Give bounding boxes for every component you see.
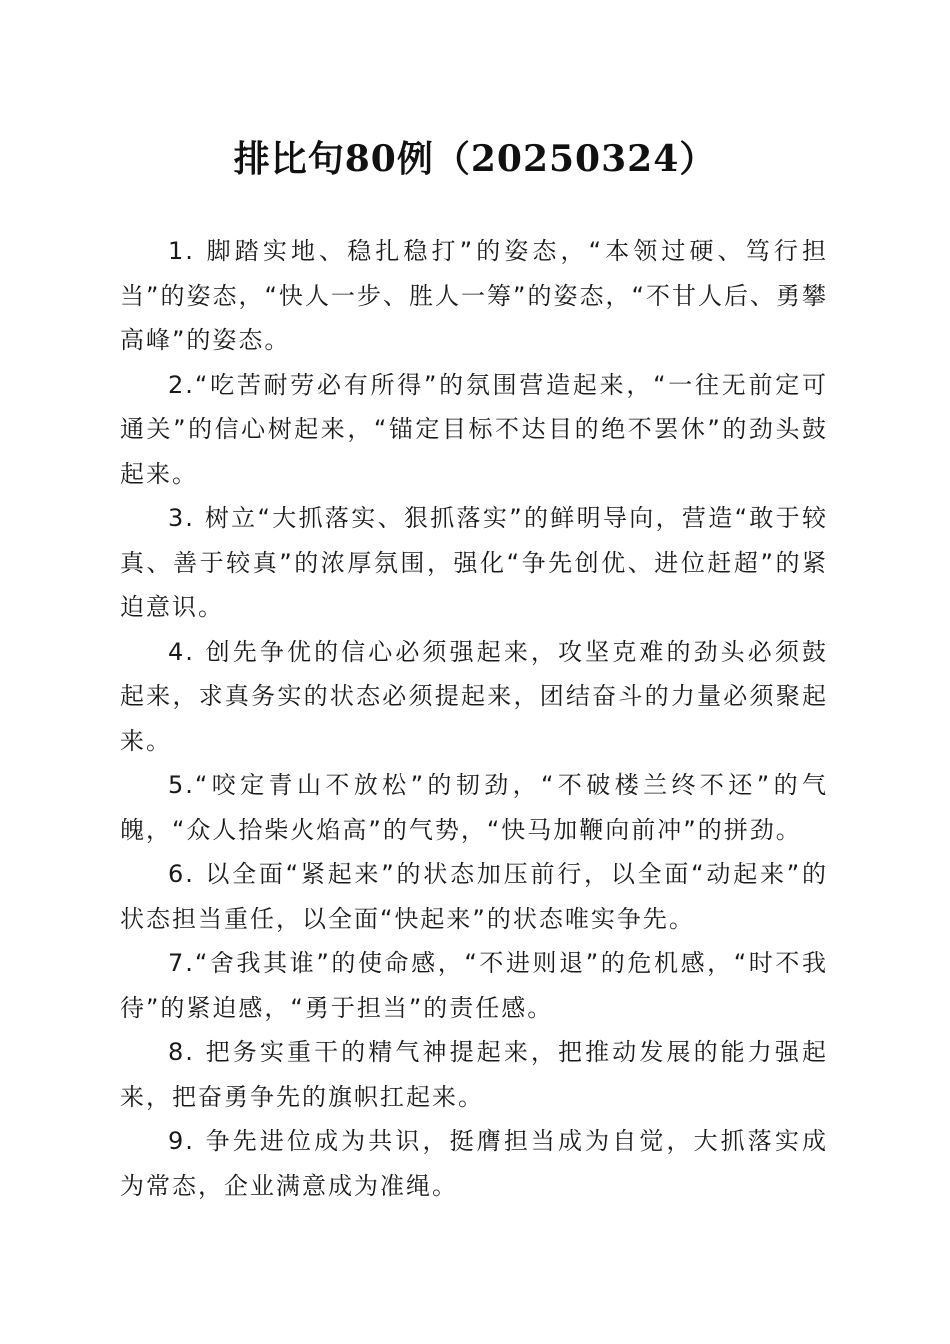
paragraph-9: 9. 争先进位成为共识，挺膺担当成为自觉，大抓落实成为常态，企业满意成为准绳。: [120, 1127, 828, 1200]
paragraph-1: 1. 脚踏实地、稳扎稳打”的姿态，“本领过硬、笃行担当”的姿态，“快人一步、胜人一筹”的姿态，“不甘人后、勇攀高峰”的姿态。: [120, 237, 828, 354]
paragraph-8: 8. 把务实重干的精气神提起来，把推动发展的能力强起来，把奋勇争先的旗帜扛起来。: [120, 1038, 828, 1111]
document-body: [120, 229, 828, 1208]
paragraph-7: 7.“舍我其谁”的使命感，“不进则退”的危机感，“时不我待”的紧迫感，“勇于担当”的责任感。: [120, 949, 828, 1022]
paragraph-2: 2.“吃苦耐劳必有所得”的氛围营造起来，“一往无前定可通关”的信心树起来，“锚定目标不达目的绝不罢休”的劲头鼓起来。: [120, 370, 828, 488]
paragraph-6: 6. 以全面“紧起来”的状态加压前行，以全面“动起来”的状态担当重任，以全面“快起来”的状态唯实争先。: [120, 860, 828, 933]
paragraph-3: 3. 树立“大抓落实、狠抓落实”的鲜明导向，营造“敢于较真、善于较真”的浓厚氛围，强化“争先创优、进位赶超”的紧迫意识。: [120, 504, 828, 621]
paragraph-4: 4. 创先争优的信心必须强起来，攻坚克难的劲头必须鼓起来，求真务实的状态必须提起来，团结奋斗的力量必须聚起来。: [120, 637, 828, 755]
page-title: 排比句80例（20250324）: [233, 138, 717, 180]
paragraph-5: 5.“咬定青山不放松”的韧劲，“不破楼兰终不还”的气魄，“众人拾柴火焰高”的气势，“快马加鞭向前冲”的拼劲。: [120, 771, 828, 844]
